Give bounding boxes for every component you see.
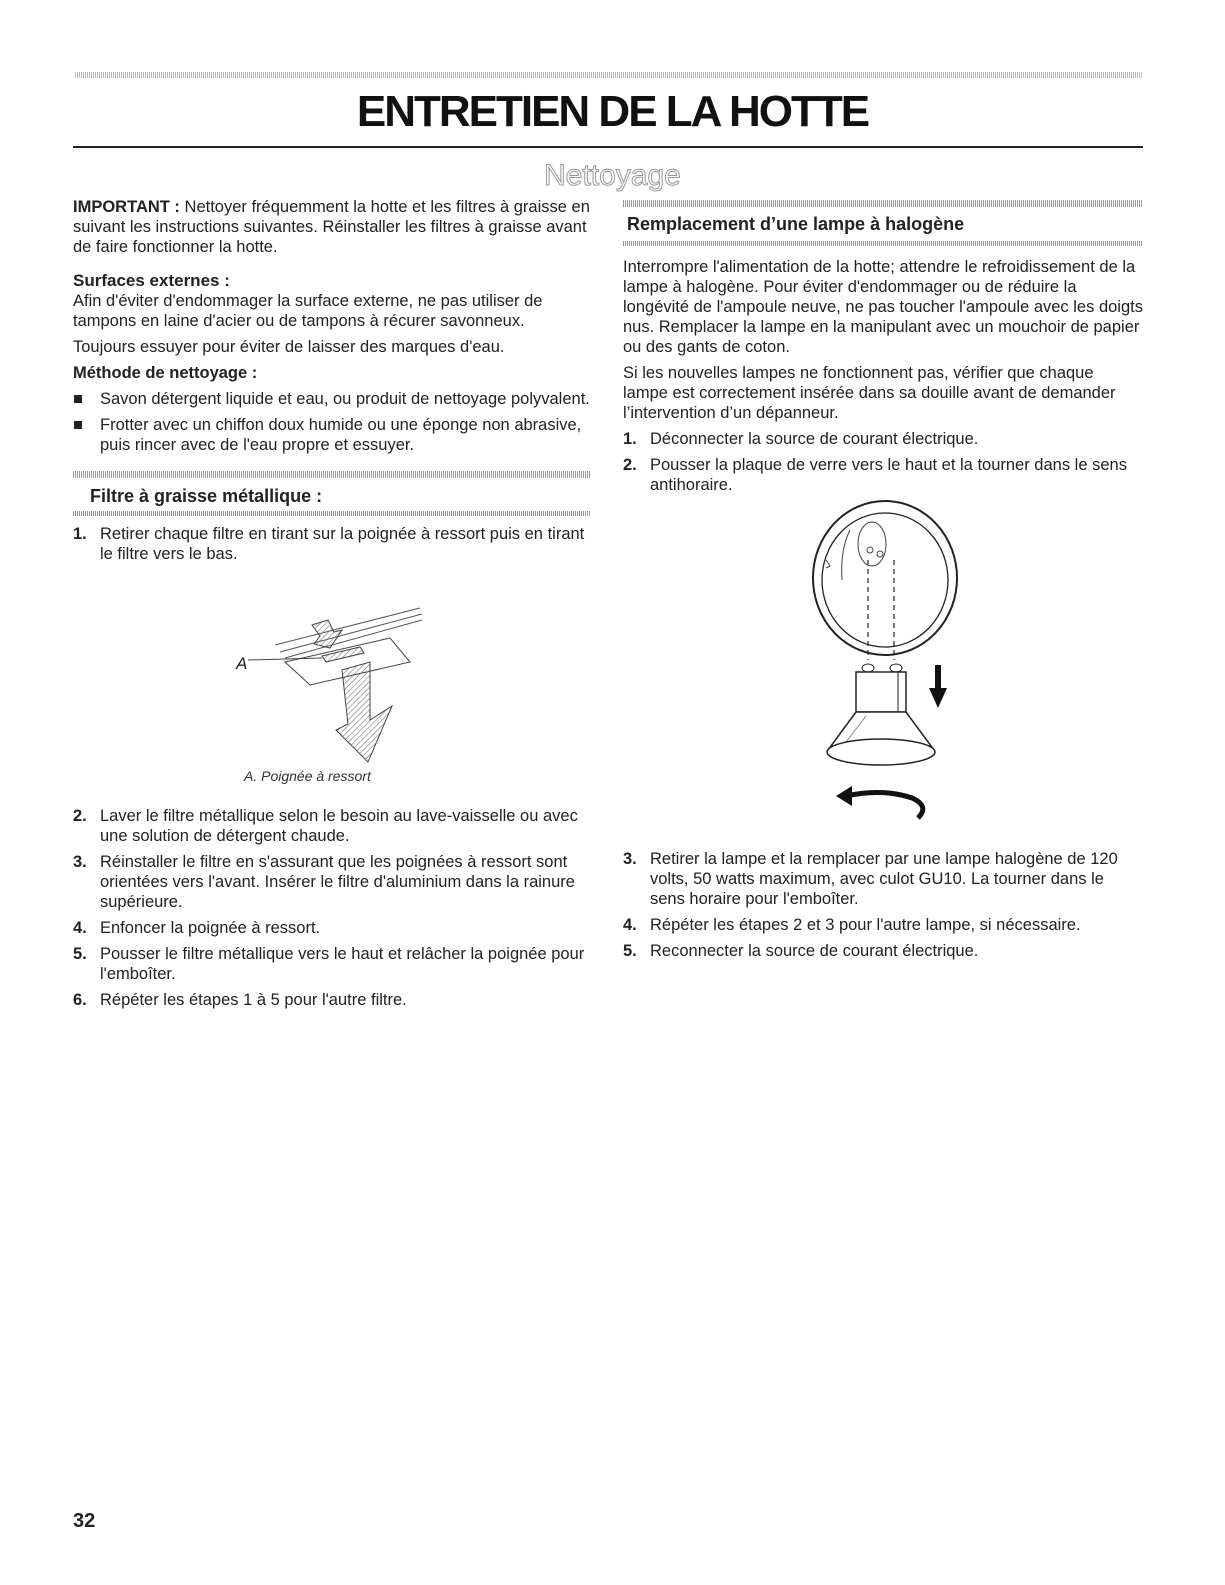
step-item (623, 915, 1143, 935)
lamp-heading: Remplacement d’une lampe à halogène (627, 214, 965, 234)
important-text: Nettoyer fréquemment la hotte et les filtres à graisse en suivant les instructions suivantes. Réinstaller les filtres à graisse avant de faire fonctionner la hotte. (73, 198, 590, 256)
right-steps (623, 849, 1143, 961)
step-item (73, 524, 591, 564)
step-number: 2. (73, 807, 87, 825)
step-text: Répéter les étapes 1 à 5 pour l'autre filtre. (100, 991, 407, 1009)
figure-caption: A. Poignée à ressort (244, 768, 371, 784)
bullet-text: Savon détergent liquide et eau, ou produit de nettoyage polyvalent. (100, 390, 590, 408)
lamp-paragraph-1: Interrompre l'alimentation de la hotte; attendre le refroidissement de la lampe à halogène. Pour éviter d'endommager ou de réduire la longévité de l'ampoule neuve, ne pas toucher l'ampoule avec les doigts nus. Remplacer la lampe en la manipulant avec un mouchoir de papier ou des gants de coton. (623, 258, 1143, 356)
step-text: Retirer chaque filtre en tirant sur la poignée à ressort puis en tirant le filtre vers le bas. (100, 525, 585, 563)
step-item (623, 429, 1143, 449)
step-number: 5. (73, 945, 87, 963)
method-heading: Méthode de nettoyage : (73, 364, 258, 382)
step-item (623, 455, 1143, 495)
step-number: 4. (73, 919, 87, 937)
important-label: IMPORTANT : (73, 198, 180, 216)
section-hatch-top (623, 200, 1143, 207)
step-text: Déconnecter la source de courant électrique. (650, 430, 979, 448)
bullet-item (73, 389, 591, 409)
important-paragraph (73, 197, 591, 257)
step-item (73, 990, 591, 1010)
step-item (73, 852, 591, 912)
step-number: 6. (73, 991, 87, 1009)
right-column (623, 200, 1143, 495)
top-hatch-band (75, 72, 1143, 78)
bullet-square-icon (74, 395, 82, 403)
step-item (73, 918, 591, 938)
left-steps (73, 806, 591, 1010)
section-hatch-top (73, 471, 591, 478)
step-item (623, 941, 1143, 961)
step-number: 4. (623, 916, 637, 934)
step-text: Laver le filtre métallique selon le besoin au lave-vaisselle ou avec une solution de détergent chaude. (100, 807, 578, 845)
bullet-text: Frotter avec un chiffon doux humide ou une éponge non abrasive, puis rincer avec de l'eau propre et essuyer. (100, 416, 582, 454)
step-text: Retirer la lampe et la remplacer par une lampe halogène de 120 volts, 50 watts maximum, avec culot GU10. La tourner dans le sens horaire pour l'emboîter. (650, 850, 1118, 908)
step-number: 3. (623, 850, 637, 868)
surfaces-paragraph-2: Toujours essuyer pour éviter de laisser des marques d'eau. (73, 338, 505, 356)
step-text: Pousser la plaque de verre vers le haut et la tourner dans le sens antihoraire. (650, 456, 1127, 494)
step-item (623, 849, 1143, 909)
step-item (73, 806, 591, 846)
filter-heading: Filtre à graisse métallique : (90, 486, 323, 506)
step-text: Reconnecter la source de courant électrique. (650, 942, 979, 960)
step-text: Enfoncer la poignée à ressort. (100, 919, 321, 937)
bullet-item (73, 415, 591, 455)
step-text: Répéter les étapes 2 et 3 pour l'autre lampe, si nécessaire. (650, 916, 1081, 934)
step-number: 1. (623, 430, 637, 448)
figure-label: A (236, 654, 248, 673)
step-number: 5. (623, 942, 637, 960)
step-text: Pousser le filtre métallique vers le haut et relâcher la poignée pour l'emboîter. (100, 945, 585, 983)
step-text: Réinstaller le filtre en s'assurant que les poignées à ressort sont orientées vers l'avant. Insérer le filtre d'aluminium dans la rainure supérieure. (100, 853, 575, 911)
step-number: 3. (73, 853, 87, 871)
step-number: 2. (623, 456, 637, 474)
page-number: 32 (73, 1510, 96, 1532)
halogen-lamp-illustration (800, 500, 970, 835)
section-subtitle: Nettoyage (544, 159, 681, 192)
surfaces-paragraph-1: Afin d'éviter d'endommager la surface externe, ne pas utiliser de tampons en laine d'acier ou de tampons à récurer savonneux. (73, 292, 543, 330)
step-item (73, 944, 591, 984)
surfaces-heading: Surfaces externes : (73, 271, 230, 290)
left-column (73, 197, 591, 564)
bullet-square-icon (74, 421, 82, 429)
filter-handle-illustration (230, 600, 430, 765)
lamp-paragraph-2: Si les nouvelles lampes ne fonctionnent pas, vérifier que chaque lampe est correctement insérée dans sa douille avant de demander l’intervention d’un dépanneur. (623, 364, 1116, 422)
page-title: ENTRETIEN DE LA HOTTE (356, 87, 869, 136)
step-number: 1. (73, 525, 87, 543)
title-rule (73, 146, 1143, 148)
